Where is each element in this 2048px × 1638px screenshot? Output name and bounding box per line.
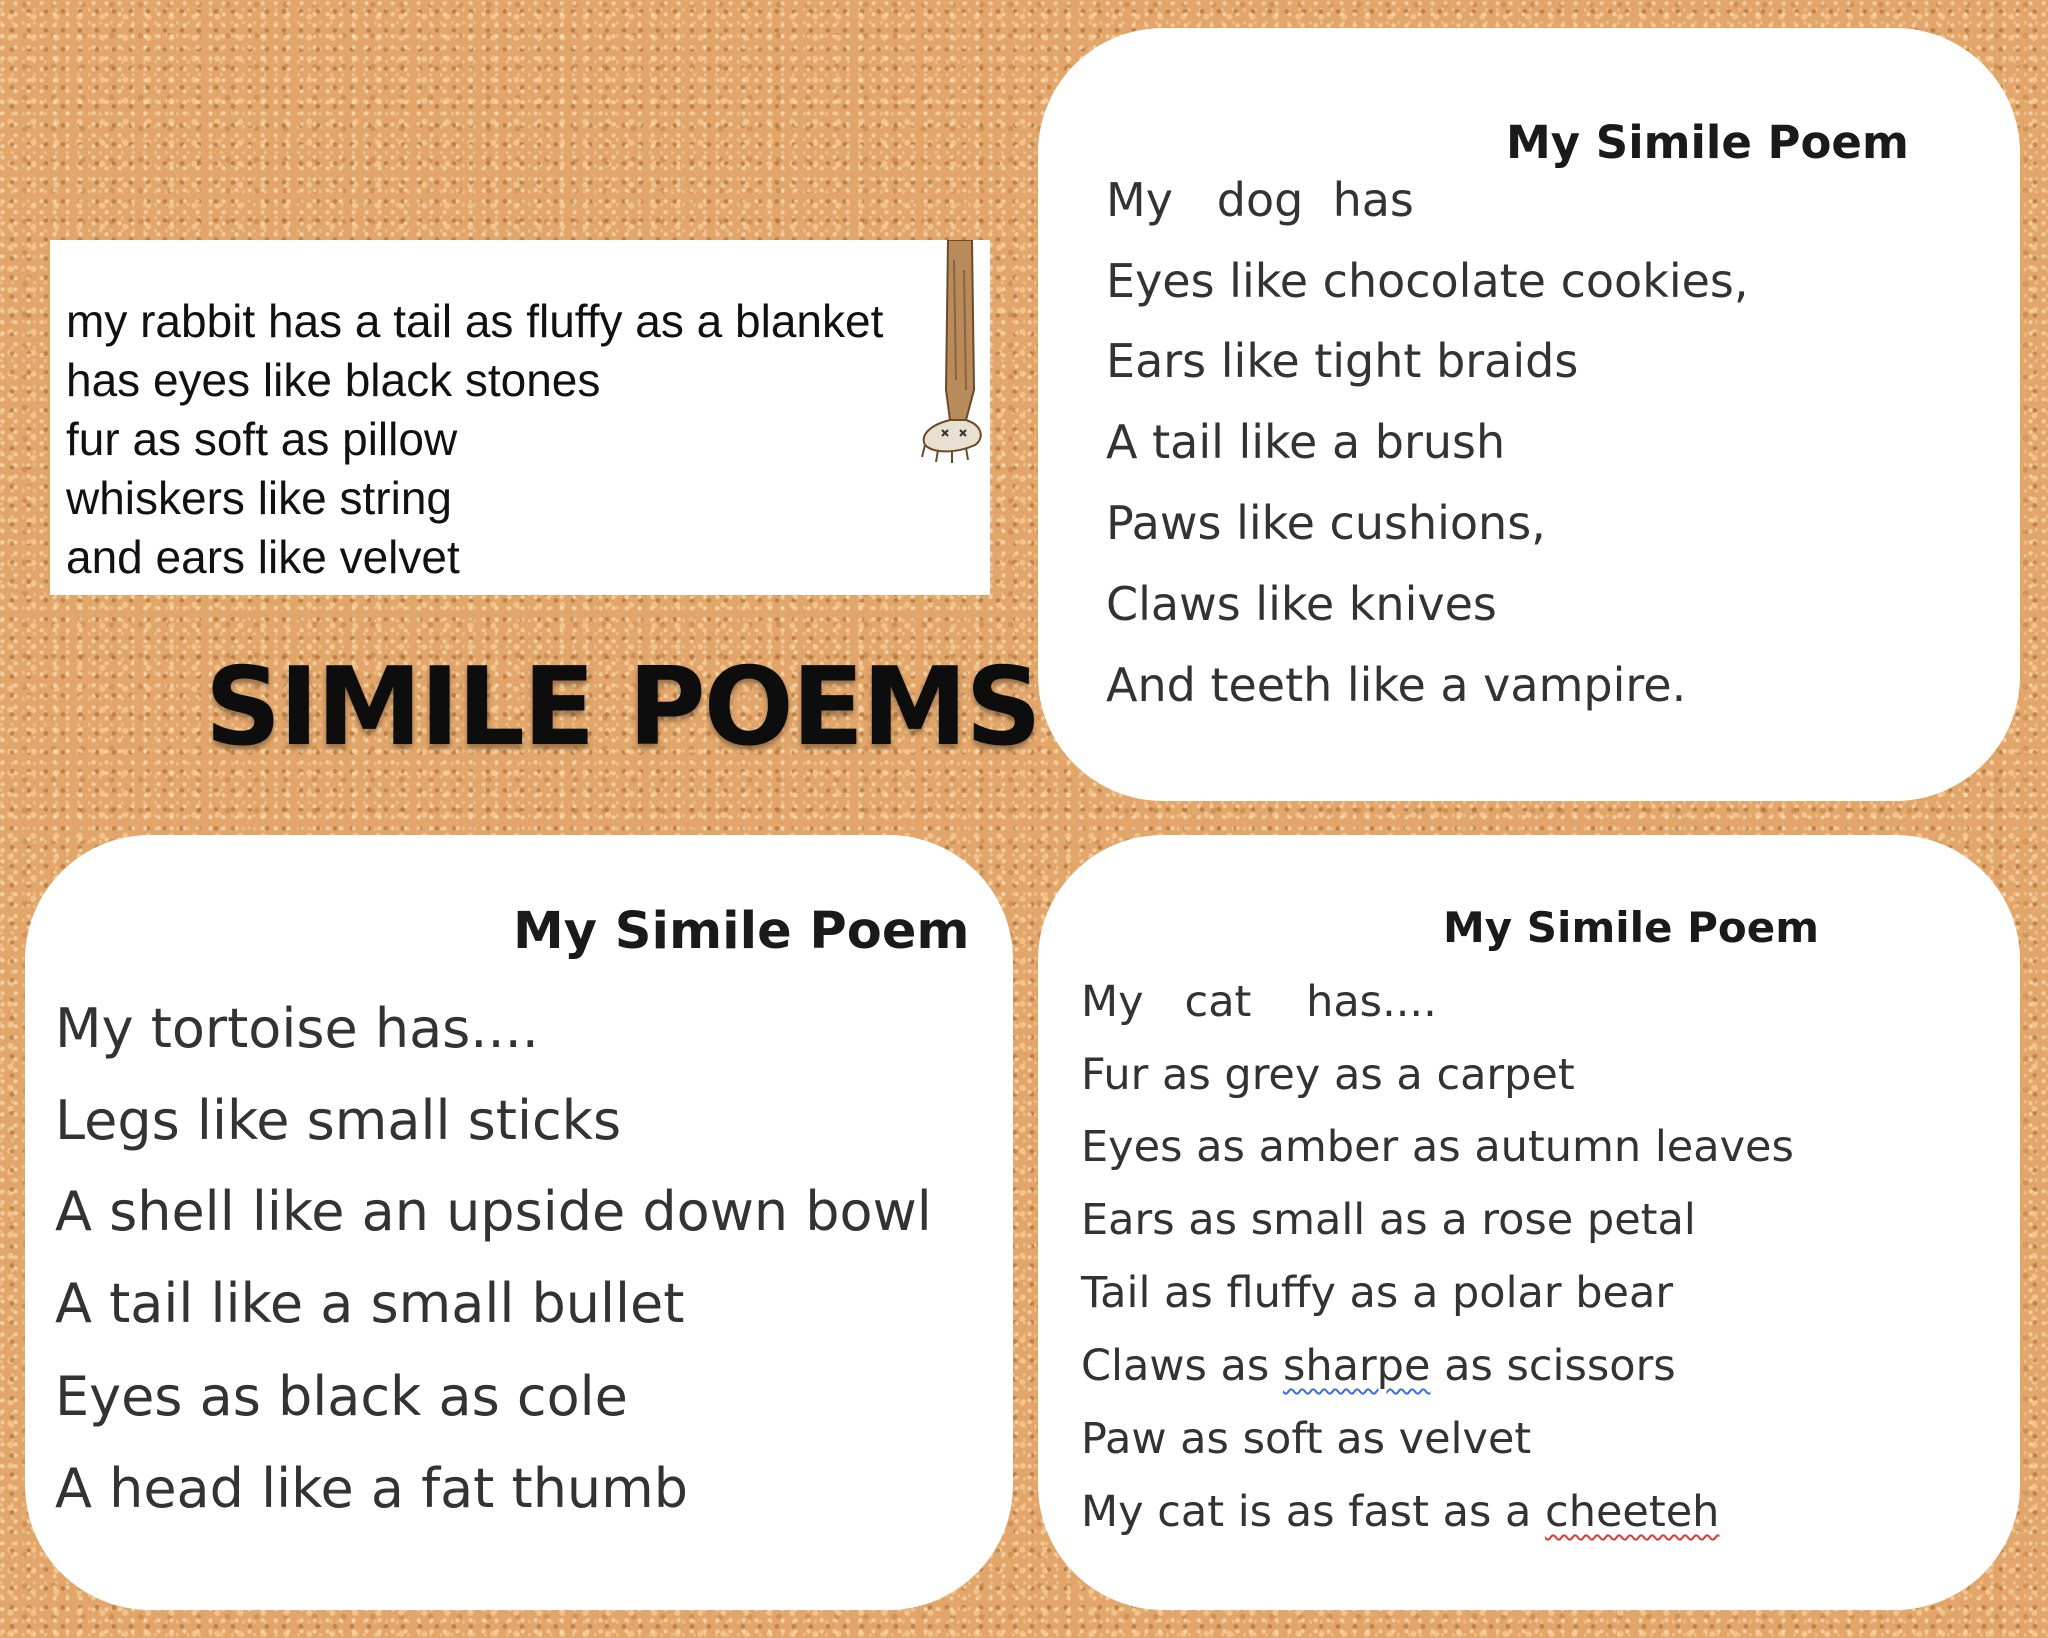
rabbit-poem-line: fur as soft as pillow [66, 413, 458, 465]
poem-line: Tail as fluffy as a polar bear [1081, 1268, 1674, 1318]
poem-line: Fur as grey as a carpet [1081, 1050, 1575, 1100]
rabbit-poem-line: my rabbit has a tail as fluffy as a blanket [66, 295, 884, 347]
poem-line: Eyes like chocolate cookies, [1106, 254, 1749, 308]
poem-title: My Simile Poem [1506, 116, 1909, 169]
poem-line: My tortoise has.... [55, 997, 539, 1060]
page-title: SIMILE POEMS [205, 645, 1040, 770]
cat-poem-card [1038, 835, 2020, 1610]
poem-line: A shell like an upside down bowl [55, 1180, 932, 1243]
tortoise-poem-card [25, 835, 1013, 1610]
poem-line: A tail like a brush [1106, 415, 1506, 469]
poem-line: Eyes as amber as autumn leaves [1081, 1122, 1794, 1172]
poem-line-text: Claws as [1081, 1341, 1283, 1391]
poem-line [1081, 1487, 1719, 1537]
rabbit-poem-card [50, 240, 990, 595]
poem-line-text: My cat is as fast as a [1081, 1487, 1546, 1537]
rabbit-poem-line: has eyes like black stones [66, 354, 601, 406]
poem-line: My dog has [1106, 173, 1414, 227]
rabbit-poem-line: and ears like velvet [66, 531, 460, 583]
poem-title: My Simile Poem [1443, 903, 1819, 952]
poem-line: And teeth like a vampire. [1106, 658, 1687, 712]
poem-line: Paws like cushions, [1106, 496, 1546, 550]
spelling-flagged-word: cheeteh [1545, 1487, 1720, 1537]
poem-line: A tail like a small bullet [55, 1272, 685, 1335]
poem-line: My cat has.... [1081, 977, 1437, 1027]
poem-line: Legs like small sticks [55, 1089, 622, 1152]
poem-line: Ears like tight braids [1106, 334, 1579, 388]
poem-line [1081, 1341, 1676, 1391]
poem-line: Ears as small as a rose petal [1081, 1195, 1696, 1245]
poem-line: Claws like knives [1106, 577, 1497, 631]
poem-line: Paw as soft as velvet [1081, 1414, 1532, 1464]
rabbit-poem-line: whiskers like string [66, 472, 452, 524]
poem-line: A head like a fat thumb [55, 1457, 689, 1520]
poem-line-text: as scissors [1430, 1341, 1676, 1391]
grammar-flagged-word: sharpe [1282, 1341, 1431, 1391]
dog-poem-card [1038, 28, 2020, 801]
poem-title: My Simile Poem [513, 902, 970, 961]
poem-line: Eyes as black as cole [55, 1365, 628, 1428]
